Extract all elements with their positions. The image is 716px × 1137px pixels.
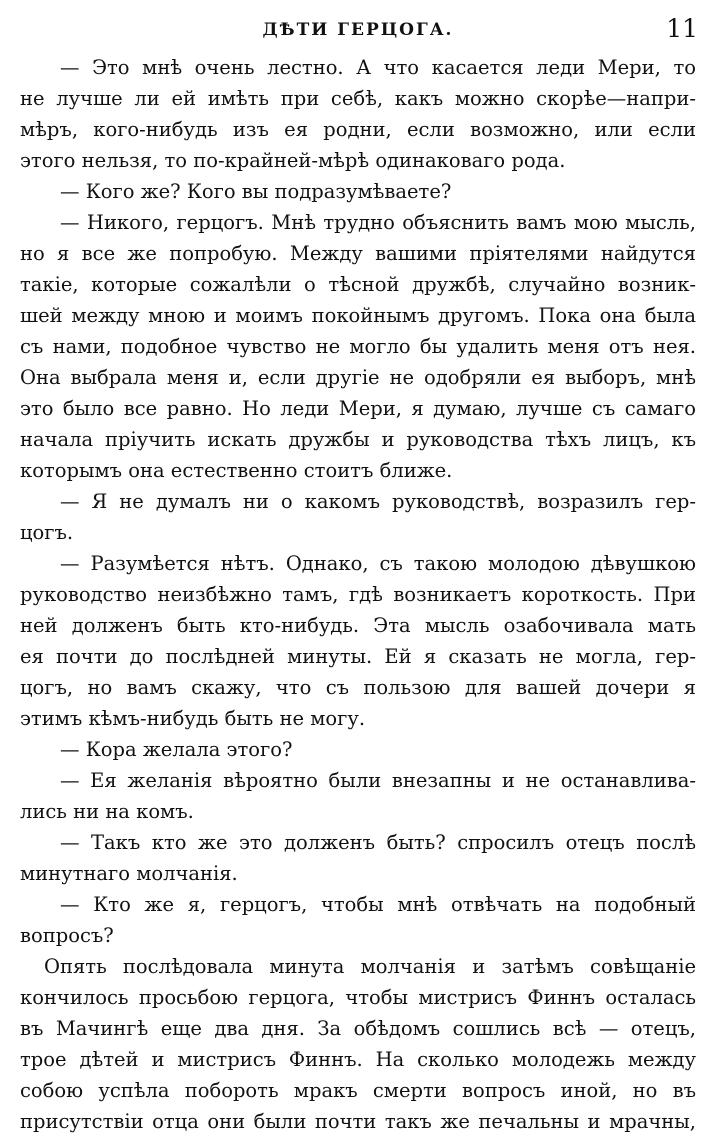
text-line: минутнаго молчанія. (20, 862, 238, 885)
page-number: 11 (666, 14, 698, 43)
text-line: этого нельзя, то по-крайней-мѣрѣ одинаковаго рода. (20, 149, 566, 172)
text-line: — Такъ кто же это долженъ быть? спросилъ отецъ послѣ (60, 831, 696, 854)
text-line: — Ея желанія вѣроятно были внезапны и не останавлива- (60, 769, 696, 792)
text-line: это было все равно. Но леди Мери, я думаю, лучше съ самаго (20, 397, 696, 420)
text-line: вопросъ? (20, 924, 114, 947)
text-line: кончилось просьбою герцога, чтобы мистрисъ Финнъ осталась (20, 986, 696, 1009)
text-line: присутствіи отца они были почти такъ же печальны и мрачны, (20, 1110, 696, 1133)
body-text (20, 52, 696, 1137)
running-title: ДѢТИ ГЕРЦОГА. (262, 20, 454, 40)
text-line: шей между мною и моимъ покойнымъ другомъ. Пока она была (20, 304, 696, 327)
text-line: — Я не думалъ ни о какомъ руководствѣ, возразилъ гер- (60, 490, 696, 513)
text-line: — Кора желала этого? (60, 738, 293, 761)
text-line: этимъ кѣмъ-нибудь быть не могу. (20, 707, 366, 730)
text-line: — Это мнѣ очень лестно. А что касается леди Мери, то (60, 56, 696, 79)
text-line: мѣръ, кого-нибудь изъ ея родни, если возможно, или если (20, 118, 696, 141)
text-line: — Кто же я, герцогъ, чтобы мнѣ отвѣчать на подобный (60, 893, 696, 916)
text-line: въ Мачингѣ еще два дня. За обѣдомъ сошлись всѣ — отецъ, (20, 1017, 696, 1040)
text-line: съ нами, подобное чувство не могло бы удалить меня отъ нея. (20, 335, 696, 358)
text-line: которымъ она естественно стоитъ ближе. (20, 459, 453, 482)
text-line: Опять послѣдовала минута молчанія и затѣмъ совѣщаніе (44, 955, 696, 978)
text-line: начала пріучить искать дружбы и руководства тѣхъ лицъ, къ (20, 428, 696, 451)
text-line: собою успѣла побороть мракъ смерти вопросъ иной, но въ (20, 1079, 696, 1102)
text-line: не лучше ли ей имѣть при себѣ, какъ можно скорѣе—напри- (20, 87, 696, 110)
text-line: но я все же попробую. Между вашими пріятелями найдутся (20, 242, 696, 265)
text-line: Она выбрала меня и, если другіе не одобряли ея выборъ, мнѣ (20, 366, 696, 389)
text-line: — Разумѣется нѣтъ. Однако, съ такою молодою дѣвушкою (60, 552, 696, 575)
text-line: ней долженъ быть кто-нибудь. Эта мысль озабочивала мать (20, 614, 696, 637)
text-line: такіе, которые сожалѣли о тѣсной дружбѣ, случайно возник- (20, 273, 696, 296)
text-line: ея почти до послѣдней минуты. Ей я сказать не могла, гер- (20, 645, 696, 668)
text-line: цогъ, но вамъ скажу, что съ пользою для вашей дочери я (20, 676, 696, 699)
running-head (0, 14, 716, 44)
text-line: лись ни на комъ. (20, 800, 194, 823)
text-line: — Никого, герцогъ. Мнѣ трудно объяснить вамъ мою мысль, (60, 211, 696, 234)
text-line: цогъ. (20, 521, 74, 544)
text-line: руководство неизбѣжно тамъ, гдѣ возникаетъ короткость. При (20, 583, 696, 606)
text-line: — Кого же? Кого вы подразумѣваете? (60, 180, 452, 203)
text-line: трое дѣтей и мистрисъ Финнъ. На сколько молодежь между (20, 1048, 696, 1071)
